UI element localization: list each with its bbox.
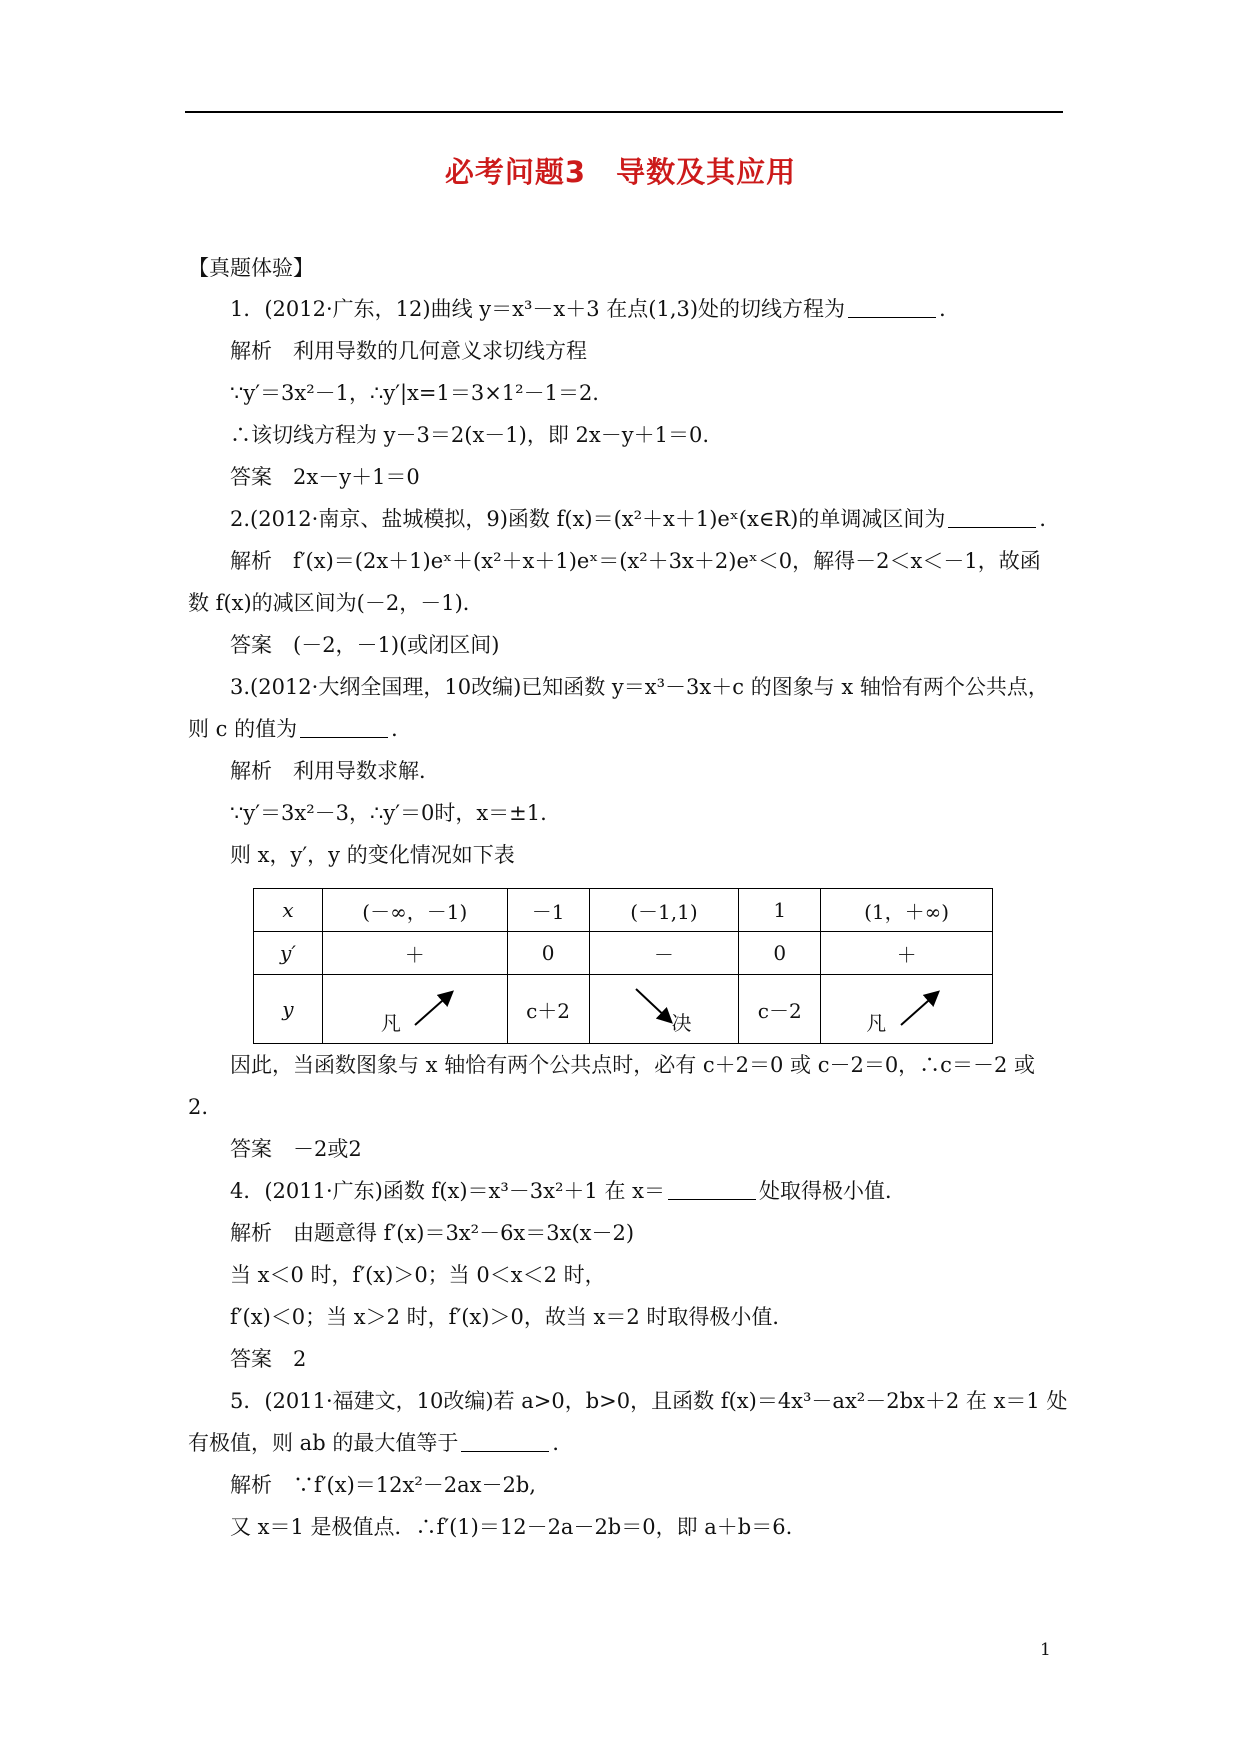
arrow-up-right-icon bbox=[411, 985, 461, 1031]
problem-5-step: 又 x＝1 是极值点．∴f′(1)＝12－2a－2b＝0，即 a＋b＝6. bbox=[230, 1515, 793, 1539]
problem-4-answer: 答案 2 bbox=[230, 1347, 307, 1371]
problem-5-analysis: 解析 ∵f′(x)＝12x²－2ax－2b, bbox=[230, 1473, 536, 1497]
problem-5-question: 5．(2011·福建文，10改编)若 a>0，b>0，且函数 f(x)＝4x³－ax²－2bx＋2 在 x＝1 处 bbox=[230, 1389, 1068, 1413]
problem-2-analysis: 解析 f′(x)＝(2x＋1)eˣ＋(x²＋x＋1)eˣ＝(x²＋3x＋2)eˣ＜0，解得－2＜x＜－1，故函 bbox=[230, 549, 1041, 573]
problem-1-answer: 答案 2x－y＋1＝0 bbox=[230, 465, 420, 489]
problem-3-conclusion-cont: 2. bbox=[188, 1095, 209, 1119]
problem-4-step: f′(x)＜0；当 x＞2 时，f′(x)＞0，故当 x＝2 时取得极小值． bbox=[230, 1305, 794, 1329]
table-cell: (－1,1) bbox=[589, 889, 739, 932]
arrow-up-right-icon bbox=[897, 985, 947, 1031]
problem-1-question: 1．(2012·广东，12)曲线 y＝x³－x＋3 在点(1,3)处的切线方程为 ． bbox=[230, 297, 961, 321]
problem-3-step: ∵y′＝3x²－3，∴y′＝0时，x＝±1. bbox=[230, 801, 547, 825]
answer-blank bbox=[848, 297, 936, 318]
problem-3-step: 则 x，y′，y 的变化情况如下表 bbox=[230, 843, 515, 867]
problem-2-question: 2.(2012·南京、盐城模拟，9)函数 f(x)＝(x²＋x＋1)eˣ(x∈R)的单调减区间为 ． bbox=[230, 507, 1061, 531]
table-cell: (－∞，－1) bbox=[322, 889, 507, 932]
answer-blank bbox=[948, 507, 1036, 528]
page-title: 必考问题3 导数及其应用 bbox=[444, 155, 797, 189]
table-cell: c＋2 bbox=[507, 975, 589, 1044]
table-row bbox=[254, 975, 993, 1044]
problem-1-step: ∴该切线方程为 y－3＝2(x－1)，即 2x－y＋1＝0. bbox=[230, 423, 709, 447]
table-cell: － bbox=[589, 932, 739, 975]
table-cell: 0 bbox=[739, 932, 821, 975]
table-cell: 1 bbox=[739, 889, 821, 932]
problem-4-question: 4．(2011·广东)函数 f(x)＝x³－3x²＋1 在 x＝ 处取得极小值． bbox=[230, 1179, 906, 1203]
problem-1-analysis: 解析 利用导数的几何意义求切线方程 bbox=[230, 339, 587, 363]
problem-5-question-cont: 有极值，则 ab 的最大值等于 ． bbox=[188, 1431, 574, 1455]
problem-3-conclusion: 因此，当函数图象与 x 轴恰有两个公共点时，必有 c＋2＝0 或 c－2＝0，∴c＝－2 或 bbox=[230, 1053, 1035, 1077]
problem-4-step: 当 x＜0 时，f′(x)＞0；当 0＜x＜2 时， bbox=[230, 1263, 606, 1287]
table-cell: －1 bbox=[507, 889, 589, 932]
problem-2-answer: 答案 (－2，－1)(或闭区间) bbox=[230, 633, 500, 657]
table-cell: y′ bbox=[254, 932, 323, 975]
table-cell bbox=[821, 975, 993, 1044]
section-heading: 【真题体验】 bbox=[188, 256, 314, 280]
answer-blank bbox=[461, 1431, 549, 1452]
problem-2-step: 数 f(x)的减区间为(－2，－1)． bbox=[188, 591, 484, 615]
table-cell: 0 bbox=[507, 932, 589, 975]
answer-blank bbox=[668, 1179, 756, 1200]
table-cell bbox=[322, 975, 507, 1044]
table-cell: x bbox=[254, 889, 323, 932]
decreasing-label: 决 bbox=[671, 1011, 692, 1035]
table-cell: c－2 bbox=[739, 975, 821, 1044]
variation-table bbox=[253, 888, 993, 1044]
problem-3-question: 3.(2012·大纲全国理，10改编)已知函数 y＝x³－3x＋c 的图象与 x 轴恰有两个公共点， bbox=[230, 675, 1049, 699]
increasing-label: 凡 bbox=[866, 1011, 887, 1035]
table-row bbox=[254, 889, 993, 932]
table-cell bbox=[589, 975, 739, 1044]
header-rule bbox=[185, 111, 1063, 113]
page-number: 1 bbox=[1040, 1640, 1051, 1660]
table-cell: ＋ bbox=[821, 932, 993, 975]
problem-3-analysis: 解析 利用导数求解． bbox=[230, 759, 440, 783]
answer-blank bbox=[300, 717, 388, 738]
table-cell: ＋ bbox=[322, 932, 507, 975]
increasing-label: 凡 bbox=[380, 1011, 401, 1035]
problem-1-step: ∵y′＝3x²－1，∴y′|x=1＝3×1²－1＝2. bbox=[230, 381, 599, 405]
problem-3-question-cont: 则 c 的值为 ． bbox=[188, 717, 413, 741]
problem-3-answer: 答案 －2或2 bbox=[230, 1137, 362, 1161]
table-row bbox=[254, 932, 993, 975]
table-cell: (1，＋∞) bbox=[821, 889, 993, 932]
problem-4-analysis: 解析 由题意得 f′(x)＝3x²－6x＝3x(x－2) bbox=[230, 1221, 635, 1245]
table-cell: y bbox=[254, 975, 323, 1044]
